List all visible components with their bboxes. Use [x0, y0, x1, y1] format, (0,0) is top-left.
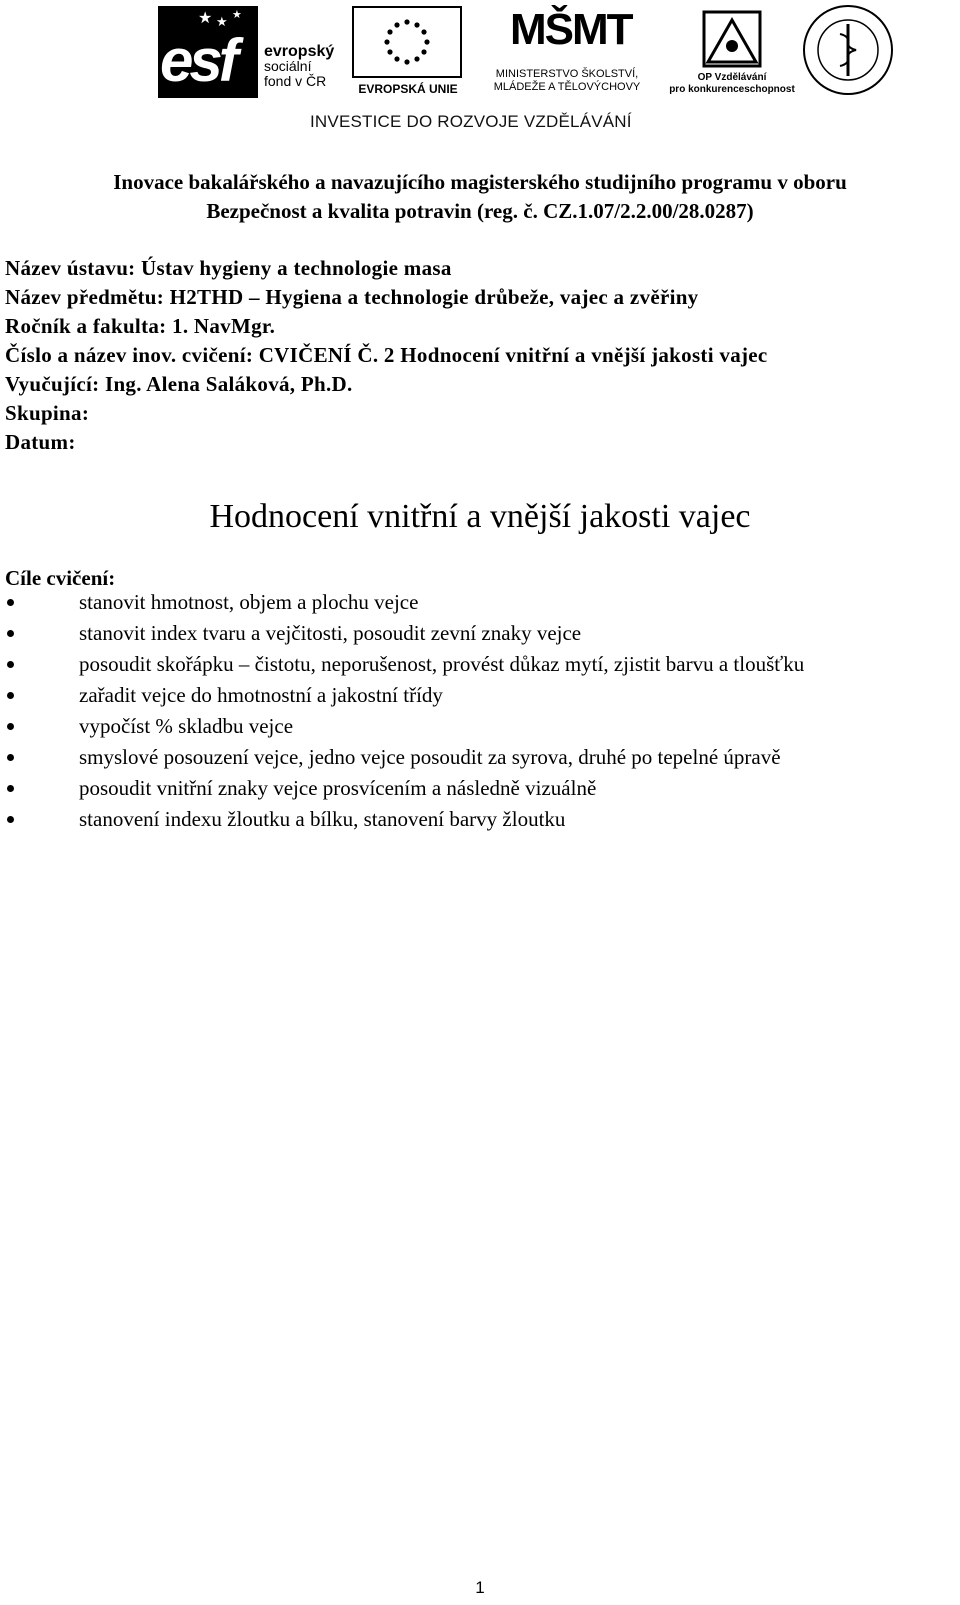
exercise-row	[5, 343, 768, 368]
msmt-mark: MŠMT	[510, 5, 632, 54]
goal-text: posoudit vnitřní znaky vejce prosvícením a následně vizuálně	[79, 776, 597, 800]
op-emblem-icon	[668, 6, 796, 70]
goal-item	[0, 742, 804, 773]
msmt-caption	[470, 68, 664, 94]
goal-item	[0, 773, 804, 804]
goal-text: zařadit vejce do hmotnostní a jakostní třídy	[79, 683, 443, 707]
goals-list	[0, 587, 804, 835]
subject-label: Název předmětu:	[5, 285, 165, 309]
esf-caption-line1: evropský	[264, 43, 335, 60]
bullet-icon	[7, 661, 14, 668]
institute-label: Název ústavu:	[5, 256, 136, 280]
date-label: Datum:	[5, 430, 76, 454]
goal-item	[0, 649, 804, 680]
esf-caption-line3: fond v ČR	[264, 73, 327, 89]
esf-caption-line2: sociální	[264, 58, 312, 74]
msmt-logo	[470, 4, 664, 98]
date-row	[5, 430, 76, 455]
msmt-caption-line1: MINISTERSTVO ŠKOLSTVÍ,	[495, 68, 639, 80]
project-title-line2: Bezpečnost a kvalita potravin (reg. č. CZ.1.07/2.2.00/28.0287)	[206, 199, 754, 223]
subject-row	[5, 285, 698, 310]
op-caption-line1: OP Vzdělávání	[697, 72, 767, 83]
goal-item	[0, 711, 804, 742]
university-seal-icon	[800, 2, 896, 98]
bullet-icon	[7, 785, 14, 792]
institute-row	[5, 256, 452, 281]
eu-caption: EVROPSKÁ UNIE	[358, 82, 458, 96]
institute-value: Ústav hygieny a technologie masa	[141, 256, 452, 280]
investice-tagline: INVESTICE DO ROZVOJE VZDĚLÁVÁNÍ	[310, 112, 632, 131]
teacher-value: Ing. Alena Saláková, Ph.D.	[104, 372, 353, 396]
goal-text: stanovení indexu žloutku a bílku, stanovení barvy žloutku	[79, 807, 566, 831]
group-label: Skupina:	[5, 401, 90, 425]
eu-logo	[352, 6, 464, 98]
subject-value: H2THD – Hygiena a technologie drůbeže, vajec a zvěřiny	[169, 285, 699, 309]
bullet-icon	[7, 816, 14, 823]
bullet-icon	[7, 754, 14, 761]
esf-mark-text: esf	[160, 27, 235, 94]
bullet-icon	[7, 630, 14, 637]
goal-text: posoudit skořápku – čistotu, neporušenost, provést důkaz mytí, zjistit barvu a tloušťku	[79, 652, 805, 676]
goal-item	[0, 618, 804, 649]
bullet-icon	[7, 692, 14, 699]
logo-strip	[0, 0, 960, 140]
goals-heading: Cíle cvičení:	[5, 566, 116, 590]
exercise-label: Číslo a název inov. cvičení:	[5, 343, 254, 367]
msmt-caption-line2: MLÁDEŽE A TĚLOVÝCHOVY	[493, 81, 641, 93]
exercise-value: CVIČENÍ Č. 2 Hodnocení vnitřní a vnější jakosti vajec	[258, 343, 768, 367]
goal-item	[0, 804, 804, 835]
goal-text: stanovit index tvaru a vejčitosti, posoudit zevní znaky vejce	[79, 621, 582, 645]
op-logo	[668, 6, 796, 98]
goal-text: smyslové posouzení vejce, jedno vejce posoudit za syrova, druhé po tepelné úpravě	[79, 745, 781, 769]
year-row	[5, 314, 275, 339]
goal-item	[0, 587, 804, 618]
esf-logo	[158, 6, 348, 98]
eu-flag	[352, 6, 462, 78]
year-label: Ročník a fakulta:	[5, 314, 167, 338]
goal-text: vypočíst % skladbu vejce	[79, 714, 294, 738]
goal-text: stanovit hmotnost, objem a plochu vejce	[79, 590, 419, 614]
star-icon: ★	[216, 14, 228, 29]
op-caption-line2: pro konkurenceschopnost	[669, 84, 795, 95]
group-row	[5, 401, 89, 426]
page-number: 1	[475, 1578, 485, 1597]
project-title-line1: Inovace bakalářského a navazujícího magisterského studijního programu v oboru	[113, 170, 847, 194]
op-caption	[668, 72, 796, 96]
star-icon: ★	[198, 10, 213, 27]
teacher-label: Vyučující:	[5, 372, 100, 396]
teacher-row	[5, 372, 353, 397]
bullet-icon	[7, 723, 14, 730]
bullet-icon	[7, 599, 14, 606]
document-title: Hodnocení vnitřní a vnější jakosti vajec	[209, 498, 751, 535]
eu-stars-icon	[354, 8, 460, 76]
year-value: 1. NavMgr.	[172, 314, 276, 338]
esf-caption	[264, 44, 334, 89]
star-icon: ★	[232, 9, 242, 21]
goal-item	[0, 680, 804, 711]
university-seal	[800, 2, 896, 98]
esf-mark	[158, 6, 258, 98]
